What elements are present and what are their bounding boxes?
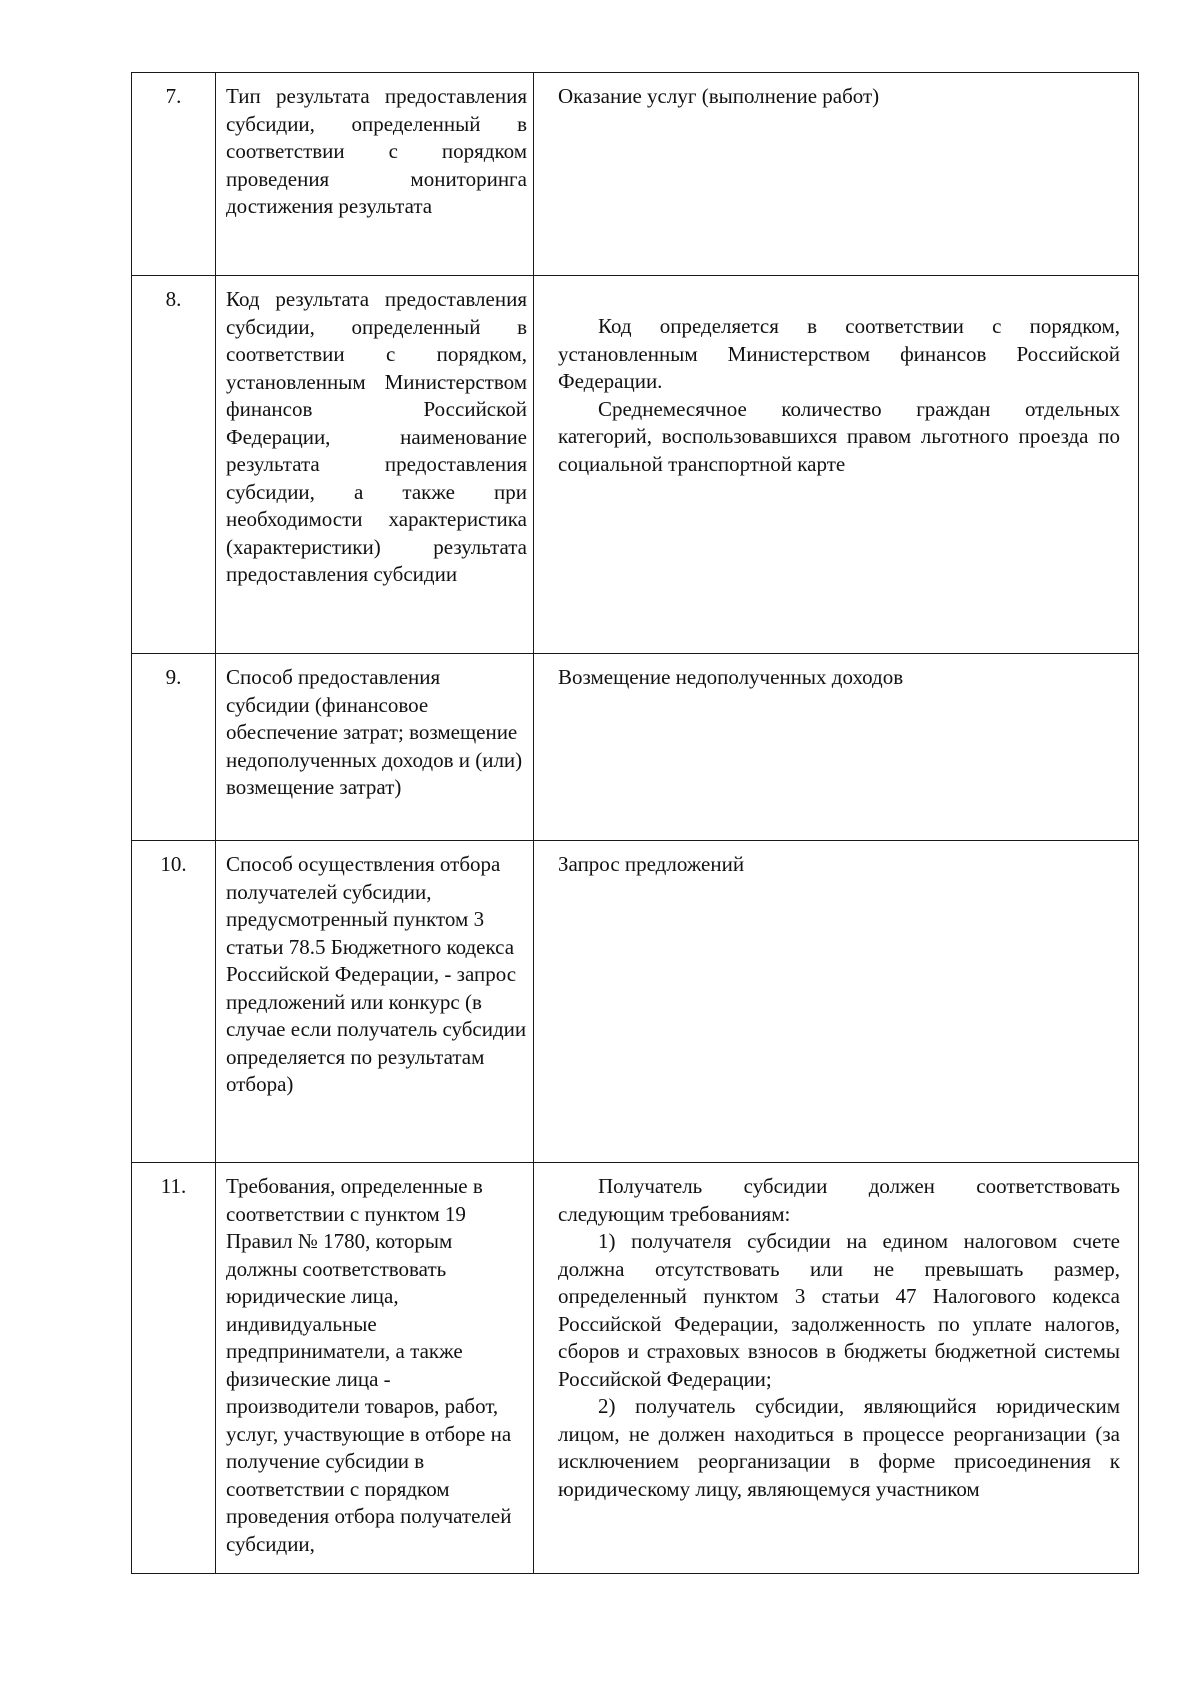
row-number: 10. [132, 841, 216, 1163]
row-value [534, 73, 1139, 276]
row-value [534, 1163, 1139, 1574]
row-label: Способ предоставления субсидии (финансовое обеспечение затрат; возмещение недополученных доходов и (или) возмещение затрат) [216, 654, 534, 841]
value-paragraph: 1) получателя субсидии на едином налоговом счете должна отсутствовать или не превышать размер, определенный пунктом 3 статьи 47 Налогового кодекса Российской Федерации, задолженность по уплате налогов, сборов и страховых взносов в бюджеты бюджетной системы Российской Федерации; [558, 1229, 1120, 1391]
row-number: 8. [132, 276, 216, 654]
table-row [132, 276, 1139, 654]
row-label: Код результата предоставления субсидии, определенный в соответствии с порядком, установленным Министерством финансов Российской Федерации, наименование результата предоставления субсидии, а также при необходимости характеристика (характеристики) результата предоставления субсидии [216, 276, 534, 654]
row-label: Тип результата предоставления субсидии, определенный в соответствии с порядком проведения мониторинга достижения результата [216, 73, 534, 276]
value-paragraph: Возмещение недополученных доходов [558, 665, 904, 689]
value-paragraph: Получатель субсидии должен соответствовать следующим требованиям: [558, 1174, 1120, 1226]
table-row [132, 841, 1139, 1163]
row-number: 9. [132, 654, 216, 841]
row-number: 7. [132, 73, 216, 276]
row-value [534, 654, 1139, 841]
value-paragraph: Код определяется в соответствии с порядком, установленным Министерством финансов Российской Федерации. [558, 314, 1120, 393]
table-row [132, 73, 1139, 276]
value-paragraph: Оказание услуг (выполнение работ) [558, 84, 880, 108]
value-paragraph: Среднемесячное количество граждан отдельных категорий, воспользовавшихся правом льготного проезда по социальной транспортной карте [558, 396, 1120, 476]
table-row [132, 1163, 1139, 1574]
row-label: Способ осуществления отбора получателей субсидии, предусмотренный пунктом 3 статьи 78.5 Бюджетного кодекса Российской Федерации, - запрос предложений или конкурс (в случае если получатель субсидии определяется по результатам отбора) [216, 841, 534, 1163]
row-label: Требования, определенные в соответствии с пунктом 19 Правил № 1780, которым должны соответствовать юридические лица, индивидуальные предприниматели, а также физические лица - производители товаров, работ, услуг, участвующие в отборе на получение субсидии в соответствии с порядком проведения отбора получателей субсидии, [216, 1163, 534, 1574]
row-number: 11. [132, 1163, 216, 1574]
row-value [534, 841, 1139, 1163]
value-paragraph: Запрос предложений [558, 852, 745, 876]
requisites-table [131, 72, 1139, 1574]
table-row [132, 654, 1139, 841]
row-value [534, 276, 1139, 654]
value-paragraph: 2) получатель субсидии, являющийся юридическим лицом, не должен находиться в процессе реорганизации (за исключением реорганизации в форме присоединения к юридическому лицу, являющемуся участником [558, 1394, 1120, 1501]
